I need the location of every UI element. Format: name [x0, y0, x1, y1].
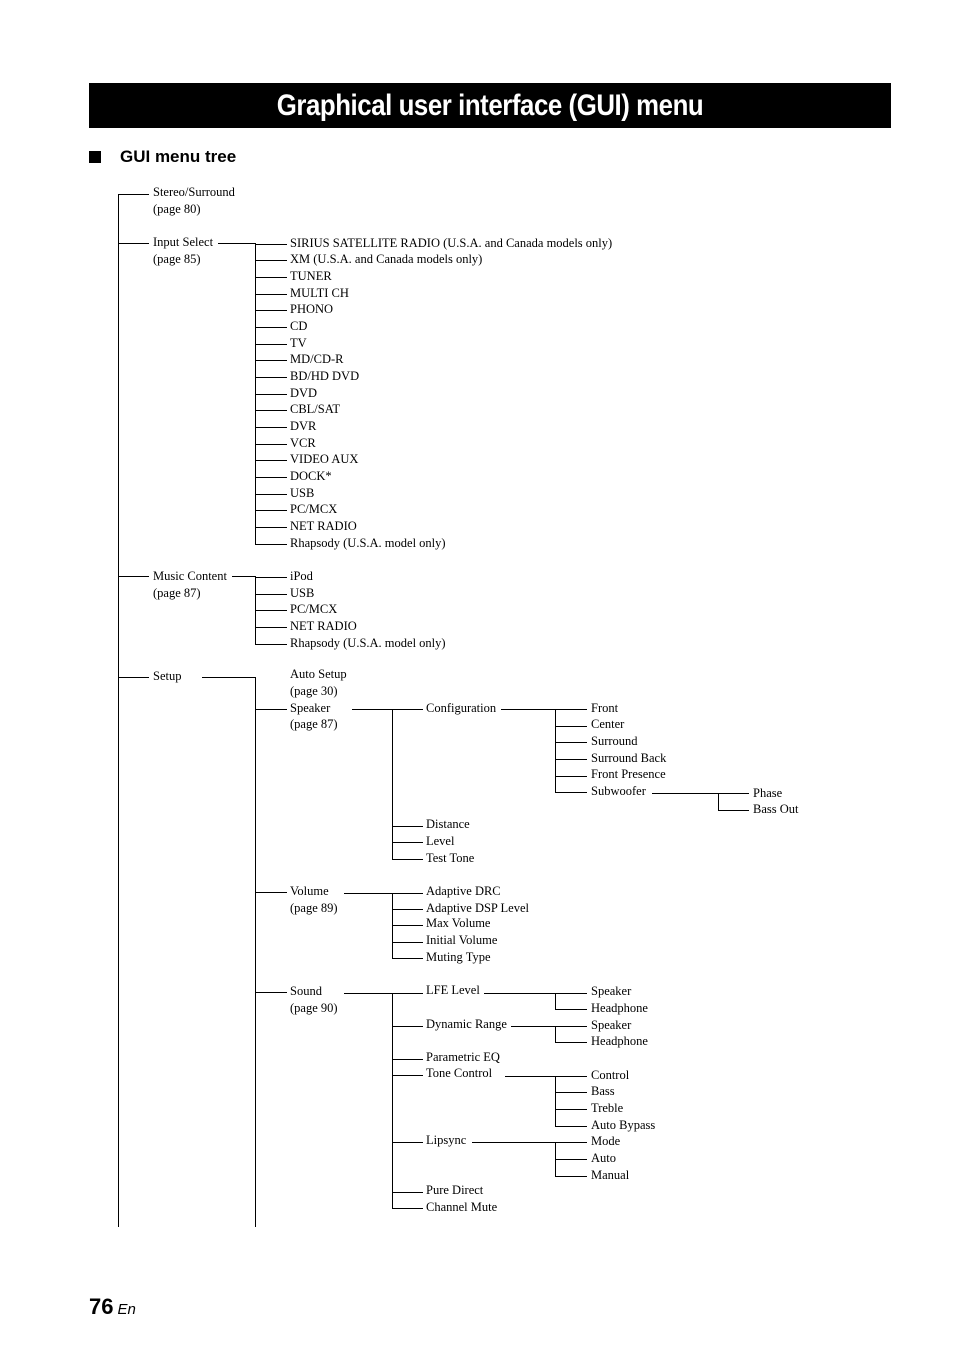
list-item: VIDEO AUX [290, 452, 359, 466]
list-item: Initial Volume [426, 933, 498, 947]
page-number: 76 [89, 1294, 114, 1319]
list-item: Center [591, 717, 625, 731]
list-item: SIRIUS SATELLITE RADIO (U.S.A. and Canada models only) [290, 236, 613, 250]
tree-item-lipsync: Lipsync [426, 1133, 467, 1147]
page-footer [89, 1294, 136, 1320]
tree-item-channel-mute: Channel Mute [426, 1200, 498, 1214]
tree-item-setup: Setup [153, 669, 182, 683]
page-title: Graphical user interface (GUI) menu [276, 89, 704, 122]
tree-item-pure-direct: Pure Direct [426, 1183, 484, 1197]
list-item: CBL/SAT [290, 402, 341, 416]
list-item: Manual [591, 1168, 630, 1182]
tree-item-input-select: Input Select [153, 235, 214, 249]
list-item: MULTI CH [290, 286, 349, 300]
list-item: Speaker [591, 984, 632, 998]
list-item: PC/MCX [290, 502, 338, 516]
language-code: En [117, 1301, 136, 1318]
tree-item-configuration: Configuration [426, 701, 497, 715]
list-item: Treble [591, 1101, 624, 1115]
tree-item-music-content: Music Content [153, 569, 227, 583]
list-item: NET RADIO [290, 619, 357, 633]
list-item: Front [591, 701, 619, 715]
section-title: GUI menu tree [120, 147, 237, 166]
list-item: Bass [591, 1084, 615, 1098]
list-item: TV [290, 336, 307, 350]
list-item: DVR [290, 419, 317, 433]
list-item: Distance [426, 817, 470, 831]
tree-item-parametric-eq: Parametric EQ [426, 1050, 500, 1064]
list-item: Max Volume [426, 916, 491, 930]
list-item: Adaptive DRC [426, 884, 501, 898]
list-item: Level [426, 834, 455, 848]
list-item: Headphone [591, 1001, 648, 1015]
list-item: Surround [591, 734, 638, 748]
list-item: Rhapsody (U.S.A. model only) [290, 636, 446, 650]
page-reference: (page 30) [290, 684, 338, 698]
list-item: Mode [591, 1134, 621, 1148]
list-item: Test Tone [426, 851, 475, 865]
page-reference: (page 80) [153, 202, 201, 216]
tree-item-subwoofer: Subwoofer [591, 784, 646, 798]
tree-item-volume: Volume [290, 884, 329, 898]
list-item: Surround Back [591, 751, 667, 765]
list-item: iPod [290, 569, 313, 583]
page-reference: (page 89) [290, 901, 338, 915]
list-item: DVD [290, 386, 318, 400]
list-item: CD [290, 319, 308, 333]
list-item: PHONO [290, 302, 334, 316]
tree-item-stereo-surround: Stereo/Surround [153, 185, 235, 199]
list-item: VCR [290, 436, 316, 450]
list-item: USB [290, 586, 315, 600]
list-item: PC/MCX [290, 602, 338, 616]
list-item: Phase [753, 786, 783, 800]
list-item: MD/CD-R [290, 352, 344, 366]
page-reference: (page 87) [153, 586, 201, 600]
list-item: Rhapsody (U.S.A. model only) [290, 536, 446, 550]
page-reference: (page 90) [290, 1001, 338, 1015]
list-item: Speaker [591, 1018, 632, 1032]
list-item: Control [591, 1068, 630, 1082]
tree-item-lfe-level: LFE Level [426, 983, 480, 997]
list-item: TUNER [290, 269, 332, 283]
list-item: Auto [591, 1151, 616, 1165]
page-reference: (page 85) [153, 252, 201, 266]
list-item: Bass Out [753, 802, 799, 816]
list-item: XM (U.S.A. and Canada models only) [290, 252, 483, 266]
tree-item-auto-setup: Auto Setup [290, 667, 347, 681]
list-item: BD/HD DVD [290, 369, 360, 383]
tree-item-dynamic-range: Dynamic Range [426, 1017, 507, 1031]
list-item: Adaptive DSP Level [426, 901, 529, 915]
list-item: USB [290, 486, 315, 500]
list-item: Auto Bypass [591, 1118, 656, 1132]
list-item: Headphone [591, 1034, 648, 1048]
tree-item-sound: Sound [290, 984, 322, 998]
list-item: NET RADIO [290, 519, 357, 533]
list-item: Front Presence [591, 767, 666, 781]
page-reference: (page 87) [290, 717, 338, 731]
list-item: Muting Type [426, 950, 491, 964]
tree-item-speaker: Speaker [290, 701, 331, 715]
list-item: DOCK* [290, 469, 332, 483]
tree-item-tone-control: Tone Control [426, 1066, 493, 1080]
